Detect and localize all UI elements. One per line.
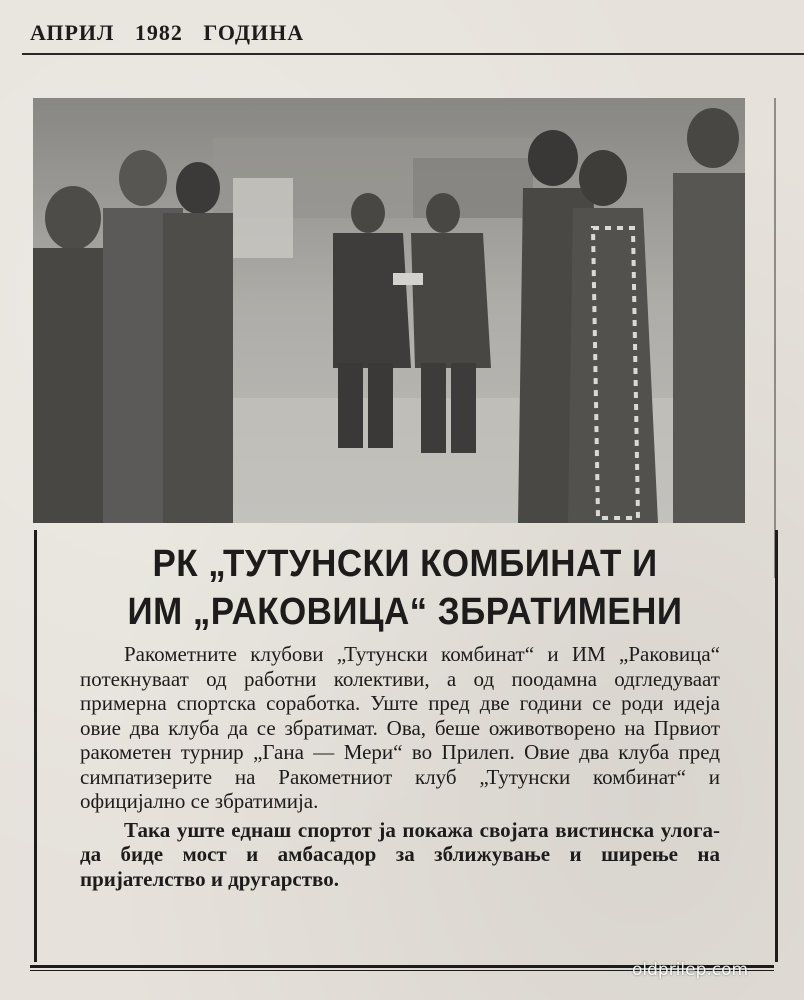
watermark: oldprilep.com	[632, 960, 749, 980]
header-month: АПРИЛ	[30, 20, 115, 45]
article-body	[80, 642, 720, 891]
article-title	[101, 540, 708, 636]
paragraph-2: Така уште еднаш спортот ја покажа својата вистинска улога-да биде мост и амбасадор за зближување и ширење на пријателство и другарство.	[80, 817, 720, 891]
article-photo	[33, 98, 745, 523]
header-rule	[22, 53, 804, 55]
header-word: ГОДИНА	[203, 20, 305, 45]
page-header	[30, 20, 318, 46]
header-year: 1982	[134, 20, 183, 45]
title-line-2: ИМ „РАКОВИЦА“ ЗБРАТИМЕНИ	[127, 591, 683, 633]
paragraph-1: Ракометните клубови „Тутунски комбинат“ и ИМ „Раковица“ потекнуваат од работни колективи, а од поодамна одгледуваат примерна спортска соработка. Уште пред две години се роди идеја овие два клуба да се збратимат. Ова, беше оживотворено на Првиот ракометен турнир „Гана — Мери“ во Прилеп. Овие два клуба пред симпатизерите на Ракометниот клуб „Тутунски комбинат“ и официјално се збратимија.	[80, 642, 720, 813]
photo-handshake-icon	[33, 98, 745, 523]
title-line-1: РК „ТУТУНСКИ КОМБИНАТ И	[152, 543, 658, 585]
column-rule	[774, 98, 776, 578]
